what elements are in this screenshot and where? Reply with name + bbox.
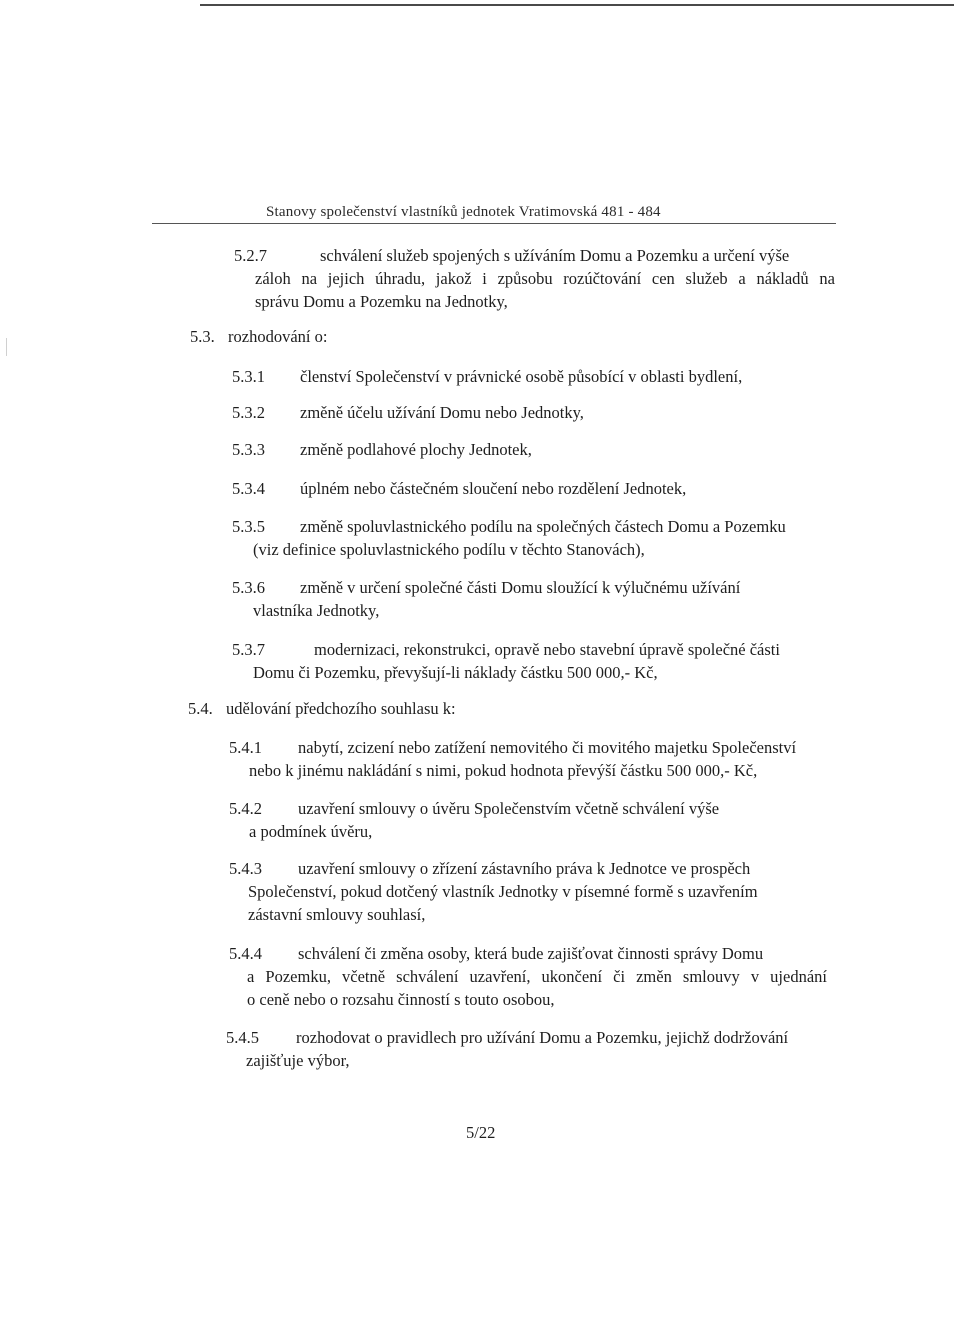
clause-number: 5.3.1: [232, 367, 265, 386]
clause-text: uzavření smlouvy o zřízení zástavního práva k Jednotce ve prospěch: [298, 859, 751, 878]
clause-text: schválení služeb spojených s užíváním Domu a Pozemku a určení výše: [320, 246, 790, 265]
clause-5-3-1: [232, 365, 742, 388]
clause-5-3-6-line2: vlastníka Jednotky,: [253, 601, 380, 620]
clause-5-3-2: [232, 401, 584, 424]
clause-number: 5.3.5: [232, 517, 265, 536]
clause-5-4-3-line3: zástavní smlouvy souhlasí,: [248, 905, 426, 924]
clause-number: 5.3.3: [232, 440, 265, 459]
clause-5-4-2: [229, 797, 719, 820]
clause-5-2-7-line3: správu Domu a Pozemku na Jednotky,: [255, 292, 508, 311]
section-5-4: [188, 697, 456, 720]
clause-5-4-3-line2: Společenství, pokud dotčený vlastník Jednotky v písemné formě s uzavřením: [248, 882, 758, 901]
clause-5-4-4-line2: a Pozemku, včetně schválení uzavření, ukončení či změn smlouvy v ujednání: [247, 967, 827, 986]
clause-text: úplném nebo částečném sloučení nebo rozdělení Jednotek,: [300, 479, 687, 498]
clause-text: rozhodovat o pravidlech pro užívání Domu a Pozemku, jejichž dodržování: [296, 1028, 789, 1047]
clause-text: nabytí, zcizení nebo zatížení nemovitého či movitého majetku Společenství: [298, 738, 797, 757]
document-header: Stanovy společenství vlastníků jednotek Vratimovská 481 - 484: [266, 204, 661, 220]
section-number: 5.3.: [190, 327, 215, 346]
clause-number: 5.4.3: [229, 859, 262, 878]
clause-text: modernizaci, rekonstrukci, opravě nebo stavební úpravě společné části: [314, 640, 780, 659]
clause-number: 5.4.2: [229, 799, 262, 818]
clause-5-4-5-line2: zajišťuje výbor,: [246, 1051, 350, 1070]
clause-5-4-4-line3: o ceně nebo o rozsahu činností s touto osobou,: [247, 990, 555, 1009]
clause-text: členství Společenství v právnické osobě působící v oblasti bydlení,: [300, 367, 743, 386]
clause-5-3-5-line2: (viz definice spoluvlastnického podílu v těchto Stanovách),: [253, 540, 645, 559]
clause-5-2-7-line2: záloh na jejich úhradu, jakož i způsobu rozúčtování cen služeb a nákladů na: [255, 269, 835, 288]
page-number: 5/22: [466, 1123, 496, 1142]
clause-number: 5.3.7: [232, 640, 265, 659]
clause-5-4-4: [229, 942, 763, 965]
clause-number: 5.3.4: [232, 479, 265, 498]
section-text: udělování předchozího souhlasu k:: [226, 699, 456, 718]
clause-text: uzavření smlouvy o úvěru Společenstvím včetně schválení výše: [298, 799, 720, 818]
clause-number: 5.3.6: [232, 578, 265, 597]
section-text: rozhodování o:: [228, 327, 328, 346]
clause-5-3-7-line2: Domu či Pozemku, převyšují-li náklady částku 500 000,- Kč,: [253, 663, 658, 682]
clause-text: změně účelu užívání Domu nebo Jednotky,: [300, 403, 584, 422]
clause-number: 5.2.7: [234, 246, 267, 265]
clause-5-2-7: [234, 244, 789, 267]
clause-text: změně spoluvlastnického podílu na společných částech Domu a Pozemku: [300, 517, 786, 536]
clause-5-3-7: [232, 638, 780, 661]
clause-5-3-6: [232, 576, 740, 599]
clause-number: 5.3.2: [232, 403, 265, 422]
clause-5-3-4: [232, 477, 686, 500]
header-rule: [152, 223, 836, 224]
clause-number: 5.4.4: [229, 944, 262, 963]
clause-5-4-5: [226, 1026, 788, 1049]
clause-5-3-3: [232, 438, 532, 461]
clause-5-4-3: [229, 857, 750, 880]
margin-mark: [6, 338, 13, 356]
clause-text: změně v určení společné části Domu sloužící k výlučnému užívání: [300, 578, 741, 597]
clause-number: 5.4.1: [229, 738, 262, 757]
clause-5-4-1-line2: nebo k jinému nakládání s nimi, pokud hodnota převýší částku 500 000,- Kč,: [249, 761, 758, 780]
clause-number: 5.4.5: [226, 1028, 259, 1047]
scan-edge-line: [200, 4, 954, 6]
clause-5-4-2-line2: a podmínek úvěru,: [249, 822, 373, 841]
clause-5-4-1: [229, 736, 796, 759]
section-5-3: [190, 325, 327, 348]
clause-text: změně podlahové plochy Jednotek,: [300, 440, 532, 459]
clause-text: schválení či změna osoby, která bude zajišťovat činnosti správy Domu: [298, 944, 764, 963]
clause-5-3-5: [232, 515, 786, 538]
section-number: 5.4.: [188, 699, 213, 718]
